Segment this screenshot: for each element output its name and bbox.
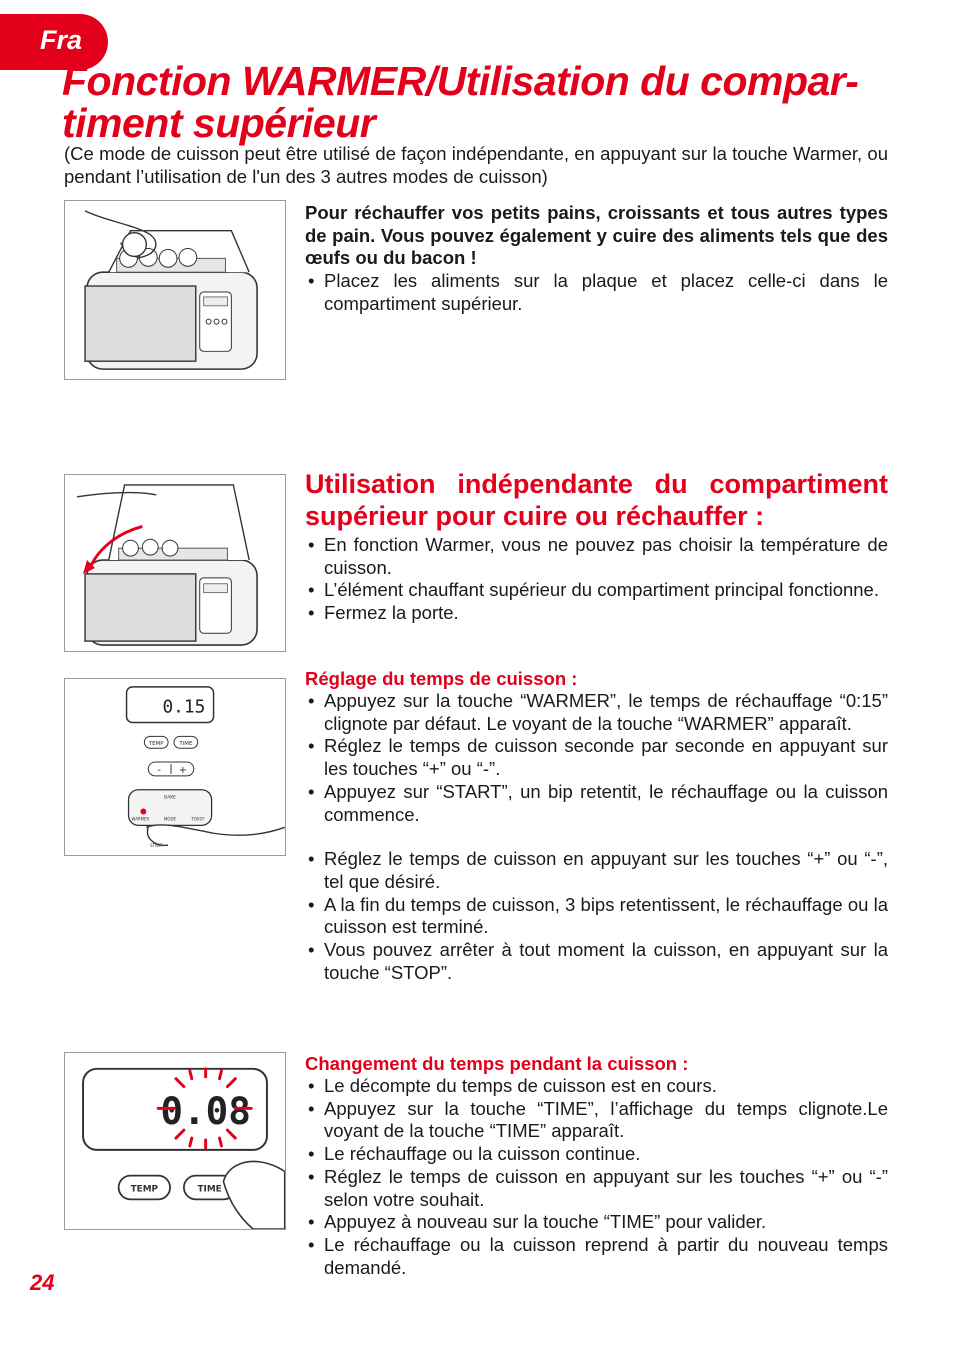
list-item: • Vous pouvez arrêter à tout moment la cuisson, en appuyant sur la touche “STOP”. <box>305 939 888 984</box>
toaster-oven-door-illustration <box>65 475 285 651</box>
list-item: • Le réchauffage ou la cuisson reprend à partir du nouveau temps demandé. <box>305 1234 888 1279</box>
panel-start-label: START <box>150 843 163 849</box>
intro-text: (Ce mode de cuisson peut être utilisé de façon indépendante, en appuyant sur la touche Warmer, ou pendant l’utilisation de l'un des 3 autres modes de cuisson) <box>64 143 888 187</box>
page-number: 24 <box>30 1270 55 1295</box>
section-time-setting <box>305 667 888 984</box>
language-tab: Fra <box>0 14 108 70</box>
closeup-time-label: TIME <box>197 1184 222 1195</box>
section-warmer-intro <box>305 202 888 316</box>
closeup-display-text: 0.08 <box>160 1089 251 1134</box>
panel-toast-label: TOAST <box>191 816 205 822</box>
section3-bullets-a <box>305 690 888 826</box>
list-item: • A la fin du temps de cuisson, 3 bips retentissent, le réchauffage ou la cuisson est terminé. <box>305 894 888 939</box>
display-closeup-illustration <box>65 1053 285 1229</box>
section1-lead: Pour réchauffer vos petits pains, croissants et tous autres types de pain. Vous pouvez également y cuire des aliments tels que des œufs ou du bacon ! <box>305 202 888 269</box>
control-panel-illustration <box>65 679 285 855</box>
section4-bullets <box>305 1075 888 1279</box>
panel-time-label: TIME <box>179 741 193 748</box>
list-item: • Appuyez à nouveau sur la touche “TIME” pour valider. <box>305 1211 888 1234</box>
list-item: • Appuyez sur la touche “TIME”, l’affichage du temps clignote.Le voyant de la touche “TIME” apparaît. <box>305 1098 888 1143</box>
section3-heading: Réglage du temps de cuisson : <box>305 668 578 689</box>
figure-close-door <box>64 474 286 652</box>
page-title: Fonction WARMER/Utilisation du compar-timent supérieur <box>62 58 859 146</box>
section-independent-use <box>305 468 888 625</box>
list-item: • Appuyez sur la touche “WARMER”, le temps de réchauffage “0:15” clignote par défaut. Le voyant de la touche “WARMER” apparaît. <box>305 690 888 735</box>
section2-bullets <box>305 534 888 625</box>
list-item: • Réglez le temps de cuisson seconde par seconde en appuyant sur les touches “+” ou “-”. <box>305 735 888 780</box>
section2-heading: Utilisation indépendante du compartiment supérieur pour cuire ou réchauffer : <box>305 469 888 531</box>
panel-temp-label: TEMP <box>148 741 164 748</box>
figure-warmer-compartment <box>64 200 286 380</box>
panel-warmer-label: WARMER <box>131 816 150 822</box>
section3-bullets-b <box>305 848 888 984</box>
list-item: • Le décompte du temps de cuisson est en cours. <box>305 1075 888 1098</box>
list-item: • Appuyez sur “START”, un bip retentit, le réchauffage ou la cuisson commence. <box>305 781 888 826</box>
section4-heading: Changement du temps pendant la cuisson : <box>305 1053 689 1074</box>
list-item: • L’élément chauffant supérieur du compartiment principal fonctionne. <box>305 579 888 602</box>
panel-display-text: 0.15 <box>162 696 206 718</box>
closeup-temp-label: TEMP <box>130 1184 159 1195</box>
panel-bake-label: BAKE <box>164 795 176 801</box>
list-item: • Fermez la porte. <box>305 602 888 625</box>
list-item: • En fonction Warmer, vous ne pouvez pas choisir la température de cuisson. <box>305 534 888 579</box>
section1-bullets <box>305 270 888 315</box>
list-item: • Réglez le temps de cuisson en appuyant sur les touches “+” ou “-”, tel que désiré. <box>305 848 888 893</box>
panel-mode-label: MODE <box>164 816 177 822</box>
panel-minus-label: - <box>157 764 161 776</box>
panel-plus-label: + <box>178 764 188 776</box>
figure-display-closeup <box>64 1052 286 1230</box>
list-item: • Réglez le temps de cuisson en appuyant sur les touches “+” ou “-” selon votre souhait. <box>305 1166 888 1211</box>
section-change-time <box>305 1052 888 1279</box>
toaster-oven-illustration <box>65 201 285 379</box>
figure-control-panel <box>64 678 286 856</box>
list-item: • Placez les aliments sur la plaque et placez celle-ci dans le compartiment supérieur. <box>305 270 888 315</box>
list-item: • Le réchauffage ou la cuisson continue. <box>305 1143 888 1166</box>
